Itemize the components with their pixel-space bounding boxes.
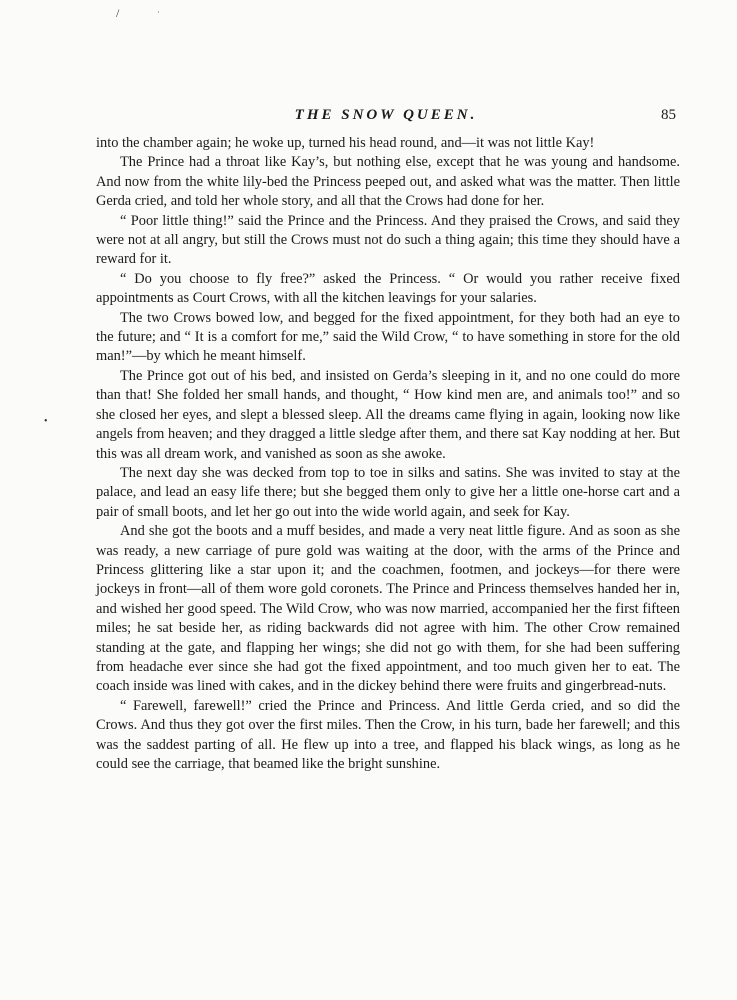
paragraph: “ Farewell, farewell!” cried the Prince and Princess. And little Gerda cried, and so did the Crows. And thus they got over the first miles. Then the Crow, in his turn, bade her farewell; and this was the saddest parting of all. He flew up into a tree, and flapped his black wings, as long as he could see the carriage, that beamed like the bright sunshine. (96, 697, 680, 772)
paragraph: The Prince had a throat like Kay’s, but nothing else, except that he was young and handsome. And now from the white lily-bed the Princess peeped out, and asked what was the matter. Then little Gerda cried, and told her whole story, and all that the Crows had done for her. (96, 154, 680, 210)
paragraph: The two Crows bowed low, and begged for the fixed appointment, for they both had an eye to the future; and “ It is a comfort for me,” said the Wild Crow, “ to have something in store for the old man!”—by which he meant himself. (96, 309, 680, 365)
paragraph: The Prince got out of his bed, and insisted on Gerda’s sleeping in it, and no one could do more than that! She folded her small hands, and thought, “ How kind men are, and animals too!” and so she closed her eyes, and slept a blessed sleep. All the dreams came flying in again, looking now like angels from heaven; and they dragged a little sledge after them, and there sat Kay nodding at her. But this was all dream work, and vanished as soon as she awoke. (96, 367, 680, 462)
margin-dot: • (44, 416, 48, 427)
ink-mark: / (116, 6, 120, 20)
page-header (96, 104, 676, 126)
paragraph: “ Poor little thing!” said the Prince and the Princess. And they praised the Crows, and said they were not at all angry, but still the Crows must not do such a thing again; this time they should have a reward for it. (96, 212, 680, 268)
paragraph: And she got the boots and a muff besides, and made a very neat little figure. And as soon as she was ready, a new carriage of pure gold was waiting at the door, with the arms of the Prince and Princess glittering like a star upon it; and the coachmen, footmen, and jockeys—for there were jockeys in front—all of them wore gold coronets. The Prince and Princess themselves handed her in, and wished her good speed. The Wild Crow, who was now married, accompanied her the first fifteen miles; he sat beside her, as riding backwards did not agree with him. The other Crow remained standing at the gate, and flapping her wings; she did not go with them, for she had been suffering from headache ever since she had got the fixed appointment, and too much given her to eat. The coach inside was lined with cakes, and in the dickey behind there were fruits and gingerbread-nuts. (96, 523, 680, 695)
running-title: THE SNOW QUEEN. (294, 107, 478, 123)
paragraph: “ Do you choose to fly free?” asked the Princess. “ Or would you rather receive fixed appointments as Court Crows, with all the kitchen leavings for your salaries. (96, 270, 680, 307)
paragraph: The next day she was decked from top to toe in silks and satins. She was invited to stay at the palace, and lead an easy life there; but she begged them only to give her a little one-horse cart and a pair of small boots, and let her go out into the wide world again, and seek for Kay. (96, 464, 680, 520)
page-number: 85 (661, 107, 676, 123)
ink-dot: · (157, 8, 160, 17)
page-body (96, 134, 680, 774)
paragraph-continued: into the chamber again; he woke up, turned his head round, and—it was not little Kay! (96, 135, 595, 151)
